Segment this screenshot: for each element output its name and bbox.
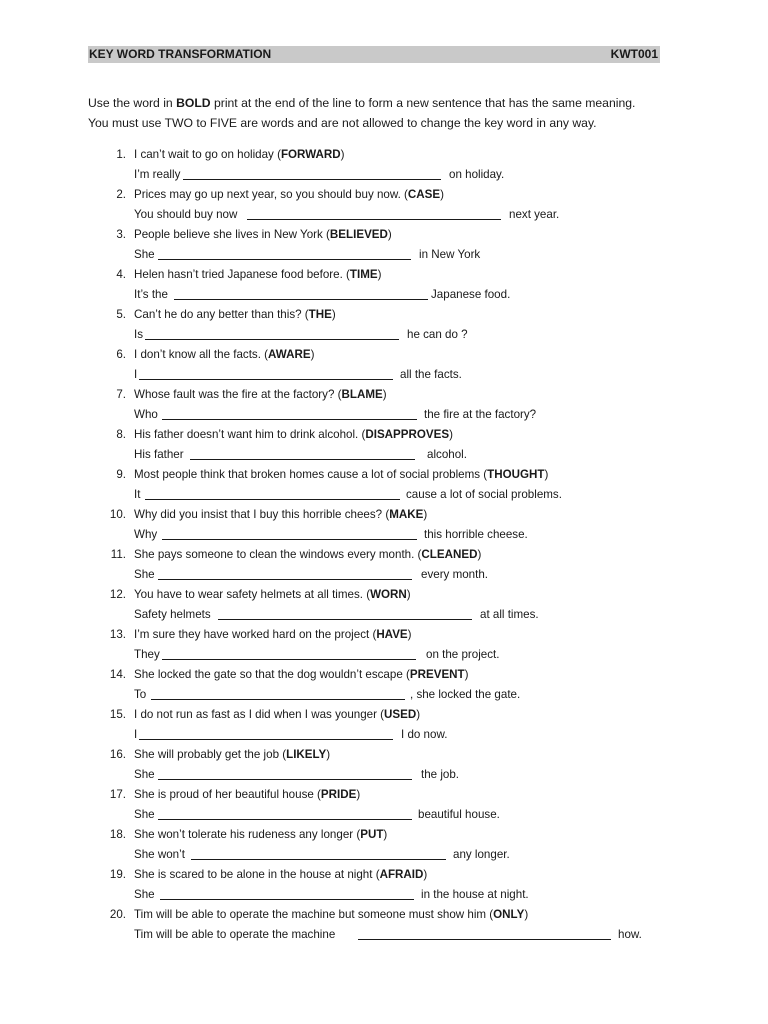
key-word: CLEANED: [421, 548, 478, 561]
key-word: WORN: [370, 588, 407, 601]
answer-start: She: [134, 768, 155, 781]
exercise-item: [90, 185, 750, 225]
answer-blank[interactable]: [162, 645, 416, 660]
exercise-item: [90, 265, 750, 305]
answer-end: , she locked the gate.: [410, 688, 521, 701]
question-text: You have to wear safety helmets at all times. (: [134, 588, 371, 601]
item-number: 3.: [116, 228, 126, 241]
item-question: [134, 785, 360, 805]
question-text: I do not run as fast as I did when I was younger (: [134, 708, 385, 721]
exercise-item: [90, 305, 750, 345]
question-close: ): [326, 748, 331, 761]
question-close: ): [340, 148, 345, 161]
answer-end: on holiday.: [449, 168, 505, 181]
item-number: 17.: [109, 788, 126, 801]
question-text: Most people think that broken homes cause a lot of social problems (: [134, 468, 488, 481]
item-number: 20.: [109, 908, 126, 921]
answer-start: It: [134, 488, 141, 501]
answer-end: how.: [618, 928, 642, 941]
answer-blank[interactable]: [218, 605, 472, 620]
instructions-line-1: [88, 93, 688, 113]
answer-end: all the facts.: [400, 368, 462, 381]
question-close: ): [440, 188, 444, 201]
question-text: Prices may go up next year, so you should buy now. (: [134, 188, 408, 201]
question-text: People believe she lives in New York (: [134, 228, 330, 241]
answer-start: I: [134, 368, 138, 381]
worksheet-code: KWT001: [610, 47, 658, 61]
item-question: [134, 385, 387, 405]
exercise-item: [90, 385, 750, 425]
item-number: 16.: [109, 748, 126, 761]
question-close: ): [477, 548, 482, 561]
answer-blank[interactable]: [139, 725, 393, 740]
item-number: 5.: [116, 308, 126, 321]
item-question: [134, 145, 345, 165]
exercise-list: [90, 145, 750, 945]
question-text: She will probably get the job (: [134, 748, 287, 761]
answer-start: Is: [134, 328, 144, 341]
question-close: ): [407, 628, 412, 641]
question-close: ): [383, 828, 388, 841]
header-bar: [88, 46, 660, 63]
item-question: [134, 745, 330, 765]
answer-blank[interactable]: [158, 765, 412, 780]
exercise-item: [90, 745, 750, 785]
answer-start: She: [134, 888, 155, 901]
answer-blank[interactable]: [358, 925, 611, 940]
question-text: She is proud of her beautiful house (: [134, 788, 321, 801]
item-number: 15.: [109, 708, 126, 721]
item-question: [134, 825, 387, 845]
question-close: ): [356, 788, 361, 801]
question-close: ): [416, 708, 421, 721]
answer-end: any longer.: [453, 848, 510, 861]
key-word: LIKELY: [286, 748, 327, 761]
answer-end: in the house at night.: [421, 888, 529, 901]
instructions: [88, 93, 688, 133]
answer-blank[interactable]: [158, 245, 411, 260]
instr-post: print at the end of the line to form a new sentence that has the same meaning.: [210, 96, 636, 110]
answer-blank[interactable]: [151, 685, 405, 700]
item-number: 10.: [109, 508, 126, 521]
answer-start: She: [134, 568, 155, 581]
exercise-item: [90, 505, 750, 545]
item-question: [134, 505, 427, 525]
question-close: ): [382, 388, 387, 401]
item-question: [134, 345, 314, 365]
answer-blank[interactable]: [158, 805, 412, 820]
item-number: 2.: [116, 188, 126, 201]
answer-start: It’s the: [134, 288, 168, 301]
answer-start: You should buy now: [134, 208, 238, 221]
item-number: 4.: [116, 268, 126, 281]
item-question: [134, 705, 420, 725]
answer-blank[interactable]: [139, 365, 393, 380]
exercise-item: [90, 665, 750, 705]
exercise-item: [90, 785, 750, 825]
exercise-item: [90, 545, 750, 585]
question-close: ): [406, 588, 411, 601]
answer-start: Tim will be able to operate the machine: [134, 928, 336, 941]
item-question: [134, 905, 528, 925]
question-text: She locked the gate so that the dog wouldn’t escape (: [134, 668, 410, 681]
question-text: Why did you insist that I buy this horrible chees? (: [134, 508, 390, 521]
answer-end: this horrible cheese.: [424, 528, 528, 541]
question-text: Can’t he do any better than this? (: [134, 308, 309, 321]
answer-blank[interactable]: [183, 165, 441, 180]
answer-blank[interactable]: [162, 525, 417, 540]
key-word: USED: [384, 708, 417, 721]
exercise-item: [90, 905, 750, 945]
key-word: ONLY: [493, 908, 525, 921]
answer-end: cause a lot of social problems.: [406, 488, 562, 501]
answer-end: he can do ?: [407, 328, 468, 341]
item-question: [134, 305, 336, 325]
exercise-item: [90, 865, 750, 905]
answer-blank[interactable]: [191, 845, 446, 860]
answer-blank[interactable]: [247, 205, 501, 220]
question-text: I’m sure they have worked hard on the project (: [134, 628, 377, 641]
question-text: Tim will be able to operate the machine but someone must show him (: [134, 908, 494, 921]
item-question: [134, 265, 382, 285]
question-close: ): [464, 668, 469, 681]
item-question: [134, 465, 548, 485]
item-question: [134, 585, 411, 605]
key-word: THE: [308, 308, 332, 321]
item-number: 1.: [116, 148, 126, 161]
answer-end: at all times.: [480, 608, 539, 621]
answer-end: next year.: [509, 208, 560, 221]
answer-blank[interactable]: [174, 285, 428, 300]
exercise-item: [90, 345, 750, 385]
item-question: [134, 225, 392, 245]
answer-end: Japanese food.: [431, 288, 511, 301]
key-word: AFRAID: [379, 868, 424, 881]
key-word: CASE: [407, 188, 441, 201]
answer-start: I: [134, 728, 138, 741]
item-number: 11.: [110, 548, 126, 561]
item-number: 18.: [109, 828, 126, 841]
answer-start: His father: [134, 448, 184, 461]
key-word: PRIDE: [320, 788, 357, 801]
answer-end: beautiful house.: [418, 808, 500, 821]
item-question: [134, 865, 427, 885]
exercise-item: [90, 425, 750, 465]
exercise-item: [90, 145, 750, 185]
item-question: [134, 185, 444, 205]
key-word: DISAPPROVES: [365, 428, 450, 441]
answer-blank[interactable]: [162, 405, 417, 420]
answer-end: I do now.: [401, 728, 448, 741]
answer-end: in New York: [419, 248, 481, 261]
answer-start: She: [134, 808, 155, 821]
key-word: PUT: [360, 828, 384, 841]
item-number: 14.: [109, 668, 126, 681]
answer-end: the fire at the factory?: [424, 408, 537, 421]
key-word: AWARE: [268, 348, 311, 361]
answer-start: She: [134, 248, 155, 261]
answer-start: Who: [134, 408, 158, 421]
instr-bold-word: BOLD: [176, 96, 211, 110]
answer-end: on the project.: [426, 648, 500, 661]
question-close: ): [524, 908, 529, 921]
question-text: His father doesn’t want him to drink alcohol. (: [134, 428, 366, 441]
question-close: ): [449, 428, 453, 441]
key-word: MAKE: [389, 508, 424, 521]
instr-pre: Use the word in: [88, 96, 177, 110]
exercise-item: [90, 585, 750, 625]
answer-start: To: [134, 688, 147, 701]
key-word: PREVENT: [409, 668, 465, 681]
answer-blank[interactable]: [158, 565, 412, 580]
question-text: Helen hasn’t tried Japanese food before. (: [134, 268, 350, 281]
question-close: ): [423, 508, 428, 521]
item-question: [134, 545, 481, 565]
answer-start: Safety helmets: [134, 608, 211, 621]
instructions-line-2: You must use TWO to FIVE are words and are not allowed to change the key word in any way.: [88, 116, 597, 130]
question-close: ): [331, 308, 336, 321]
item-number: 6.: [116, 348, 126, 361]
exercise-item: [90, 705, 750, 745]
key-word: BELIEVED: [329, 228, 388, 241]
answer-start: She won’t: [134, 848, 185, 861]
question-text: She pays someone to clean the windows every month. (: [134, 548, 422, 561]
item-number: 9.: [116, 468, 126, 481]
exercise-item: [90, 625, 750, 665]
question-text: She is scared to be alone in the house at night (: [134, 868, 380, 881]
answer-blank[interactable]: [145, 325, 399, 340]
answer-blank[interactable]: [190, 445, 415, 460]
key-word: THOUGHT: [487, 468, 545, 481]
key-word: FORWARD: [280, 148, 341, 161]
question-close: ): [310, 348, 315, 361]
question-close: ): [387, 228, 392, 241]
item-number: 13.: [109, 628, 126, 641]
answer-start: They: [134, 648, 160, 661]
exercise-item: [90, 465, 750, 505]
question-text: She won’t tolerate his rudeness any longer (: [134, 828, 361, 841]
answer-start: I’m really: [134, 168, 181, 181]
exercise-item: [90, 825, 750, 865]
item-number: 7.: [116, 388, 126, 401]
item-question: [134, 665, 469, 685]
key-word: BLAME: [341, 388, 383, 401]
question-close: ): [423, 868, 428, 881]
answer-end: alcohol.: [427, 448, 467, 461]
item-question: [134, 425, 453, 445]
key-word: TIME: [349, 268, 378, 281]
answer-start: Why: [134, 528, 158, 541]
answer-end: every month.: [421, 568, 489, 581]
worksheet-title: KEY WORD TRANSFORMATION: [89, 47, 272, 61]
question-text: I don’t know all the facts. (: [134, 348, 269, 361]
question-text: Whose fault was the fire at the factory? (: [134, 388, 342, 401]
question-text: I can’t wait to go on holiday (: [134, 148, 281, 161]
question-close: ): [377, 268, 382, 281]
question-close: ): [544, 468, 549, 481]
answer-end: the job.: [421, 768, 460, 781]
answer-blank[interactable]: [160, 885, 414, 900]
item-number: 12.: [109, 588, 126, 601]
key-word: HAVE: [376, 628, 408, 641]
answer-blank[interactable]: [145, 485, 400, 500]
item-number: 8.: [116, 428, 126, 441]
exercise-item: [90, 225, 750, 265]
item-question: [134, 625, 412, 645]
item-number: 19.: [109, 868, 126, 881]
